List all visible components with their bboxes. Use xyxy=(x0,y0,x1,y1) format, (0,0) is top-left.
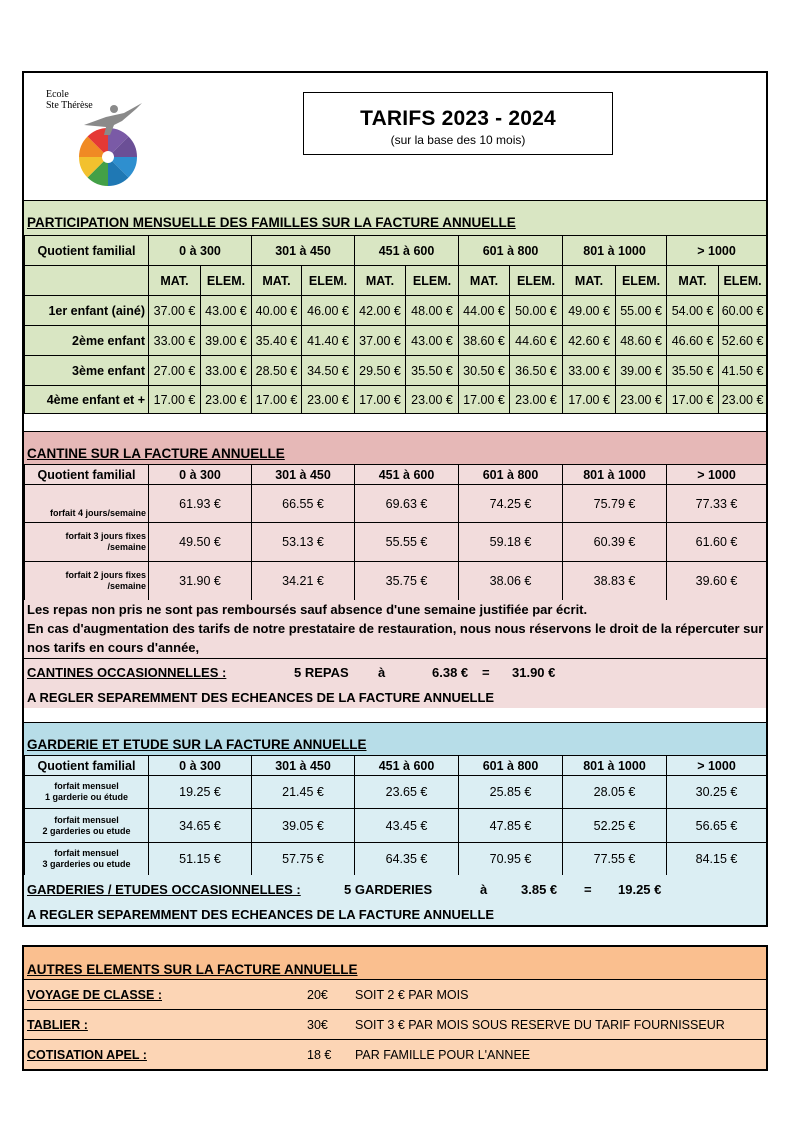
row-label-line1: forfait mensuel xyxy=(54,848,119,858)
price-cell: 35.75 € xyxy=(355,562,459,601)
price-cell: 17.00 € xyxy=(252,386,302,414)
price-cell: 34.65 € xyxy=(149,809,252,843)
school-logo xyxy=(44,83,164,193)
price-cell: 21.45 € xyxy=(252,776,355,809)
price-cell: 44.00 € xyxy=(459,296,510,326)
garderie-occ-label: GARDERIES / ETUDES OCCASIONNELLES : xyxy=(27,882,301,897)
bracket-3: 601 à 800 xyxy=(459,465,563,485)
price-cell: 35.50 € xyxy=(406,356,459,386)
sub-header: MAT. xyxy=(252,266,302,296)
price-cell: 66.55 € xyxy=(252,485,355,523)
bracket-0: 0 à 300 xyxy=(149,756,252,776)
price-cell: 39.00 € xyxy=(201,326,252,356)
price-cell: 55.00 € xyxy=(616,296,667,326)
autres-label: VOYAGE DE CLASSE : xyxy=(27,988,162,1002)
autres-desc: PAR FAMILLE POUR L'ANNEE xyxy=(355,1048,531,1062)
price-cell: 38.06 € xyxy=(459,562,563,601)
price-cell: 42.60 € xyxy=(563,326,616,356)
tarifs-frame xyxy=(22,71,768,927)
price-cell: 74.25 € xyxy=(459,485,563,523)
garderie-occasionnelles xyxy=(24,875,766,925)
row-label-line2: 1 garderie ou étude xyxy=(44,792,129,802)
price-cell: 60.39 € xyxy=(563,523,667,562)
bracket-2: 451 à 600 xyxy=(355,465,459,485)
participation-header: PARTICIPATION MENSUELLE DES FAMILLES SUR LA FACTURE ANNUELLE xyxy=(24,201,766,235)
price-cell: 39.60 € xyxy=(667,562,767,601)
price-cell: 59.18 € xyxy=(459,523,563,562)
cantine-notes xyxy=(24,600,766,658)
price-cell: 43.00 € xyxy=(201,296,252,326)
autres-amount: 30€ xyxy=(307,1018,328,1032)
quotient-label: Quotient familial xyxy=(25,465,149,485)
sub-header: MAT. xyxy=(459,266,510,296)
quotient-label: Quotient familial xyxy=(25,236,149,266)
price-cell: 28.50 € xyxy=(252,356,302,386)
garderie-header: GARDERIE ET ETUDE SUR LA FACTURE ANNUELLE xyxy=(24,722,766,756)
price-cell: 36.50 € xyxy=(510,356,563,386)
row-label xyxy=(25,809,149,843)
bracket-1: 301 à 450 xyxy=(252,465,355,485)
logo-line1: Ecole xyxy=(46,89,69,100)
table-row xyxy=(25,809,767,843)
autres-label: TABLIER : xyxy=(27,1018,88,1032)
row-label-line1: forfait mensuel xyxy=(54,781,119,791)
price-cell: 34.50 € xyxy=(302,356,355,386)
price-cell: 60.00 € xyxy=(719,296,767,326)
price-cell: 75.79 € xyxy=(563,485,667,523)
price-cell: 23.00 € xyxy=(406,386,459,414)
garderie-occ-total: 19.25 € xyxy=(618,882,662,897)
price-cell: 23.00 € xyxy=(719,386,767,414)
sub-header: MAT. xyxy=(667,266,719,296)
price-cell: 17.00 € xyxy=(563,386,616,414)
price-cell: 51.15 € xyxy=(149,843,252,876)
price-cell: 43.45 € xyxy=(355,809,459,843)
price-cell: 52.25 € xyxy=(563,809,667,843)
price-cell: 77.55 € xyxy=(563,843,667,876)
row-label-line2: 2 garderies ou etude xyxy=(42,825,131,836)
bracket-5: > 1000 xyxy=(667,236,767,266)
cantine-note-2: En cas d'augmentation des tarifs de notre prestataire de restauration, nous nous réservons le droit de la répercuter sur nos tarifs en cours d'année, xyxy=(27,621,764,655)
price-cell: 41.40 € xyxy=(302,326,355,356)
sub-header: MAT. xyxy=(149,266,201,296)
price-cell: 37.00 € xyxy=(355,326,406,356)
autres-desc: SOIT 2 € PAR MOIS xyxy=(355,988,469,1002)
row-label: 1er enfant (ainé) xyxy=(25,296,149,326)
cantine-occ-label: CANTINES OCCASIONNELLES : xyxy=(27,665,227,680)
price-cell: 33.00 € xyxy=(201,356,252,386)
row-label: 3ème enfant xyxy=(25,356,149,386)
bracket-5: > 1000 xyxy=(667,756,767,776)
cantine-occ-price: 6.38 € xyxy=(432,665,469,680)
page-title: TARIFS 2023 - 2024 xyxy=(360,107,556,130)
price-cell: 77.33 € xyxy=(667,485,767,523)
table-row xyxy=(25,386,767,414)
bracket-0: 0 à 300 xyxy=(149,465,252,485)
table-row xyxy=(25,485,767,523)
price-cell: 48.00 € xyxy=(406,296,459,326)
price-cell: 33.00 € xyxy=(149,326,201,356)
price-cell: 35.50 € xyxy=(667,356,719,386)
price-cell: 23.00 € xyxy=(201,386,252,414)
price-cell: 64.35 € xyxy=(355,843,459,876)
autres-amount: 20€ xyxy=(307,988,328,1002)
price-cell: 17.00 € xyxy=(149,386,201,414)
price-cell: 54.00 € xyxy=(667,296,719,326)
autres-frame xyxy=(22,945,768,1071)
table-row xyxy=(25,776,767,809)
price-cell: 38.83 € xyxy=(563,562,667,601)
table-row xyxy=(25,296,767,326)
price-cell: 34.21 € xyxy=(252,562,355,601)
participation-table xyxy=(24,235,767,414)
title-box xyxy=(303,92,613,155)
sub-header: MAT. xyxy=(355,266,406,296)
row-label xyxy=(25,843,149,876)
price-cell: 29.50 € xyxy=(355,356,406,386)
header-block xyxy=(24,73,766,201)
bracket-5: > 1000 xyxy=(667,465,767,485)
row-label-line1: forfait mensuel xyxy=(54,814,119,825)
quotient-label: Quotient familial xyxy=(25,756,149,776)
price-cell: 56.65 € xyxy=(667,809,767,843)
price-cell: 57.75 € xyxy=(252,843,355,876)
sub-header: ELEM. xyxy=(302,266,355,296)
row-label xyxy=(25,776,149,809)
price-cell: 47.85 € xyxy=(459,809,563,843)
garderie-occ-a: à xyxy=(480,882,488,897)
price-cell: 23.00 € xyxy=(302,386,355,414)
row-label-line2: 3 garderies ou etude xyxy=(42,859,131,869)
price-cell: 31.90 € xyxy=(149,562,252,601)
price-cell: 35.40 € xyxy=(252,326,302,356)
blank-cell xyxy=(25,266,149,296)
price-cell: 40.00 € xyxy=(252,296,302,326)
autres-amount: 18 € xyxy=(307,1048,332,1062)
price-cell: 84.15 € xyxy=(667,843,767,876)
garderie-table xyxy=(24,755,767,876)
price-cell: 28.05 € xyxy=(563,776,667,809)
sub-header: MAT. xyxy=(563,266,616,296)
price-cell: 42.00 € xyxy=(355,296,406,326)
sub-header: ELEM. xyxy=(616,266,667,296)
list-item xyxy=(24,979,766,1009)
sub-header: ELEM. xyxy=(201,266,252,296)
price-cell: 23.65 € xyxy=(355,776,459,809)
garderie-occ-qty: 5 GARDERIES xyxy=(344,882,433,897)
cantine-occ-qty: 5 REPAS xyxy=(294,665,349,680)
cantine-table xyxy=(24,464,767,601)
price-cell: 50.00 € xyxy=(510,296,563,326)
sub-header: ELEM. xyxy=(406,266,459,296)
price-cell: 23.00 € xyxy=(510,386,563,414)
table-row xyxy=(25,843,767,876)
price-cell: 49.50 € xyxy=(149,523,252,562)
price-cell: 61.93 € xyxy=(149,485,252,523)
bracket-4: 801 à 1000 xyxy=(563,236,667,266)
price-cell: 48.60 € xyxy=(616,326,667,356)
price-cell: 23.00 € xyxy=(616,386,667,414)
price-cell: 37.00 € xyxy=(149,296,201,326)
price-cell: 25.85 € xyxy=(459,776,563,809)
sub-header: ELEM. xyxy=(719,266,767,296)
bracket-1: 301 à 450 xyxy=(252,756,355,776)
table-row xyxy=(25,562,767,601)
price-cell: 41.50 € xyxy=(719,356,767,386)
row-label: forfait 3 jours fixes /semaine xyxy=(25,523,149,562)
price-cell: 38.60 € xyxy=(459,326,510,356)
price-cell: 39.00 € xyxy=(616,356,667,386)
bracket-1: 301 à 450 xyxy=(252,236,355,266)
row-label: forfait 4 jours/semaine xyxy=(25,485,149,523)
table-row xyxy=(25,523,767,562)
price-cell: 55.55 € xyxy=(355,523,459,562)
bracket-2: 451 à 600 xyxy=(355,236,459,266)
price-cell: 44.60 € xyxy=(510,326,563,356)
bracket-4: 801 à 1000 xyxy=(563,756,667,776)
price-cell: 46.00 € xyxy=(302,296,355,326)
cantine-regler: A REGLER SEPAREMMENT DES ECHEANCES DE LA FACTURE ANNUELLE xyxy=(27,690,495,705)
autres-desc: SOIT 3 € PAR MOIS SOUS RESERVE DU TARIF FOURNISSEUR xyxy=(355,1018,725,1032)
autres-label: COTISATION APEL : xyxy=(27,1048,147,1062)
table-row xyxy=(25,326,767,356)
price-cell: 49.00 € xyxy=(563,296,616,326)
garderie-occ-eq: = xyxy=(584,882,592,897)
price-cell: 30.50 € xyxy=(459,356,510,386)
price-cell: 69.63 € xyxy=(355,485,459,523)
sub-header: ELEM. xyxy=(510,266,563,296)
price-cell: 39.05 € xyxy=(252,809,355,843)
cantine-occ-total: 31.90 € xyxy=(512,665,556,680)
row-label: forfait 2 jours fixes /semaine xyxy=(25,562,149,601)
price-cell: 17.00 € xyxy=(667,386,719,414)
price-cell: 46.60 € xyxy=(667,326,719,356)
list-item xyxy=(24,1039,766,1069)
autres-header: AUTRES ELEMENTS SUR LA FACTURE ANNUELLE xyxy=(24,947,766,979)
cantine-occ-a: à xyxy=(378,665,386,680)
price-cell: 27.00 € xyxy=(149,356,201,386)
list-item xyxy=(24,1009,766,1039)
bracket-4: 801 à 1000 xyxy=(563,465,667,485)
page-subtitle: (sur la base des 10 mois) xyxy=(390,133,526,147)
price-cell: 17.00 € xyxy=(355,386,406,414)
bracket-0: 0 à 300 xyxy=(149,236,252,266)
bracket-3: 601 à 800 xyxy=(459,236,563,266)
row-label: 2ème enfant xyxy=(25,326,149,356)
garderie-occ-price: 3.85 € xyxy=(521,882,558,897)
cantine-occasionnelles xyxy=(24,658,766,708)
price-cell: 17.00 € xyxy=(459,386,510,414)
cantine-occ-eq: = xyxy=(482,665,490,680)
cantine-note-1: Les repas non pris ne sont pas remboursés sauf absence d'une semaine justifiée par écrit. xyxy=(27,602,588,617)
price-cell: 19.25 € xyxy=(149,776,252,809)
price-cell: 30.25 € xyxy=(667,776,767,809)
price-cell: 33.00 € xyxy=(563,356,616,386)
price-cell: 70.95 € xyxy=(459,843,563,876)
bracket-2: 451 à 600 xyxy=(355,756,459,776)
price-cell: 61.60 € xyxy=(667,523,767,562)
row-label: 4ème enfant et + xyxy=(25,386,149,414)
logo-line2: Ste Thérèse xyxy=(46,100,93,111)
price-cell: 53.13 € xyxy=(252,523,355,562)
cantine-header: CANTINE SUR LA FACTURE ANNUELLE xyxy=(24,431,766,465)
table-row xyxy=(25,356,767,386)
price-cell: 52.60 € xyxy=(719,326,767,356)
bracket-3: 601 à 800 xyxy=(459,756,563,776)
price-cell: 43.00 € xyxy=(406,326,459,356)
garderie-regler: A REGLER SEPAREMMENT DES ECHEANCES DE LA FACTURE ANNUELLE xyxy=(27,907,495,922)
